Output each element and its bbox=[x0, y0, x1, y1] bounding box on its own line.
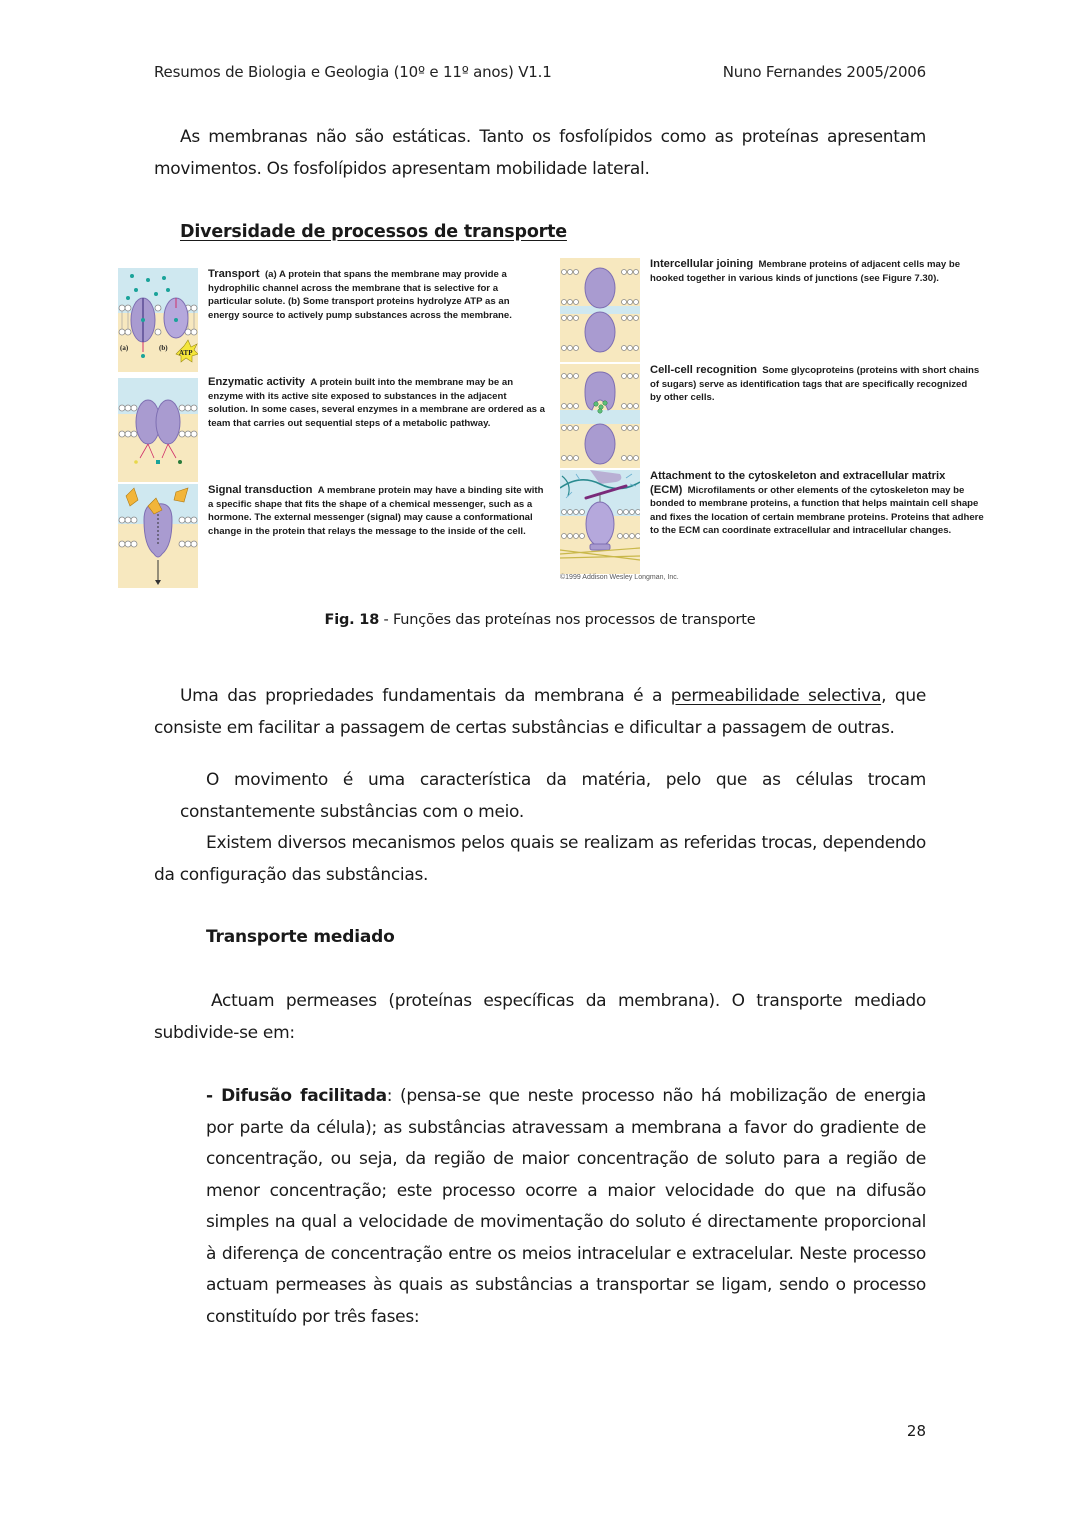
transport-illustration bbox=[118, 268, 198, 372]
figure-panel-enzymatic-activity: Enzymatic activity A protein built into the membrane may be an enzyme with its active site exposed to substances in the adjacent solution. In some cases, several enzymes in a membrane are ordered as a team that carries out sequential steps of a metabolic pathway. bbox=[208, 376, 546, 429]
term-difusao-facilitada: Difusão facilitada bbox=[221, 1086, 387, 1106]
intro-paragraph: As membranas não são estáticas. Tanto os fosfolípidos como as proteínas apresentam movimentos. Os fosfolípidos apresentam mobilidade lateral. bbox=[154, 127, 926, 179]
cell-cell-recognition-illustration bbox=[560, 364, 640, 468]
section-title: Diversidade de processos de transporte bbox=[180, 222, 567, 242]
figure-panel-cytoskeleton-ecm: Attachment to the cytoskeleton and extracellular matrix (ECM) Microfilaments or other elements of the cytoskeleton may be bonded to membrane proteins, a function that helps maintain cell shape and fixes the location of certain membrane proteins. Proteins that adhere to the ECM can coordinate extracellular and intracellular changes. bbox=[650, 470, 984, 537]
cytoskeleton-ecm-illustration bbox=[560, 470, 640, 574]
paragraph-selective-permeability: Uma das propriedades fundamentais da membrana é a permeabilidade selectiva, que consiste em facilitar a passagem de certas substâncias e dificultar a passagem de outras. bbox=[154, 686, 926, 738]
signal-transduction-illustration bbox=[118, 484, 198, 588]
figure-caption: Fig. 18 - Funções das proteínas nos processos de transporte bbox=[324, 612, 756, 628]
figure-panel-intercellular-joining: Intercellular joining Membrane proteins of adjacent cells may be hooked together in various kinds of junctions (see Figure 7.30). bbox=[650, 258, 961, 284]
subsection-title: Transporte mediado bbox=[206, 927, 395, 947]
page-number: 28 bbox=[906, 1422, 926, 1440]
running-header-title: Resumos de Biologia e Geologia (10º e 11º anos) V1.1 bbox=[154, 63, 552, 81]
figure-caption-text: Funções das proteínas nos processos de transporte bbox=[392, 612, 756, 628]
figure-18 bbox=[0, 0, 1080, 600]
paragraph-permeases: Actuam permeases (proteínas específicas da membrana). O transporte mediado subdivide-se em: bbox=[154, 991, 926, 1043]
figure-copyright: ©1999 Addison Wesley Longman, Inc. bbox=[560, 574, 679, 581]
svg-text:(a): (a) bbox=[120, 344, 129, 352]
paragraph-movement: O movimento é uma característica da matéria, pelo que as células trocam constantemente substâncias com o meio. bbox=[180, 770, 926, 822]
running-header-author: Nuno Fernandes 2005/2006 bbox=[722, 63, 926, 81]
list-item-difusao-facilitada: - Difusão facilitada: (pensa-se que neste processo não há mobilização de energia por parte da célula); as substâncias atravessam a membrana a favor do gradiente de concentração, ou seja, da região de maior concentração de soluto para a região de menor concentração; este processo ocorre a maior velocidade do que na difusão simples na qual a velocidade de movimentação do soluto é directamente proporcional à diferença de concentração entre os meios intracelular e extracelular. Neste processo actuam permeases às quais as substâncias a transportar se ligam, sendo o processo constituído por três fases: bbox=[206, 1086, 927, 1327]
figure-panel-transport: Transport (a) A protein that spans the membrane may provide a hydrophilic channel across the membrane that is selective for a particular solute. (b) Some transport proteins hydrolyze ATP as an energy source to actively pump substances across the membrane. bbox=[208, 268, 512, 321]
enzymatic-activity-illustration bbox=[118, 378, 198, 482]
figure-panel-signal-transduction: Signal transduction A membrane protein may have a binding site with a specific shape that fits the shape of a chemical messenger, such as a hormone. The external messenger (signal) may cause a conformational change in the protein that relays the message to the inside of the cell. bbox=[208, 484, 544, 537]
intercellular-joining-illustration bbox=[560, 258, 640, 362]
svg-text:(b): (b) bbox=[159, 344, 168, 352]
figure-caption-label: Fig. 18 bbox=[324, 612, 380, 628]
figure-panel-cell-cell-recognition: Cell-cell recognition Some glycoproteins (proteins with short chains of sugars) serve as identification tags that are specifically recognized by other cells. bbox=[650, 364, 980, 404]
paragraph-mechanisms: Existem diversos mecanismos pelos quais se realizam as referidas trocas, dependendo da configuração das substâncias. bbox=[154, 833, 926, 885]
term-permeabilidade-selectiva: permeabilidade selectiva bbox=[670, 686, 882, 706]
svg-text:ATP: ATP bbox=[179, 349, 193, 357]
